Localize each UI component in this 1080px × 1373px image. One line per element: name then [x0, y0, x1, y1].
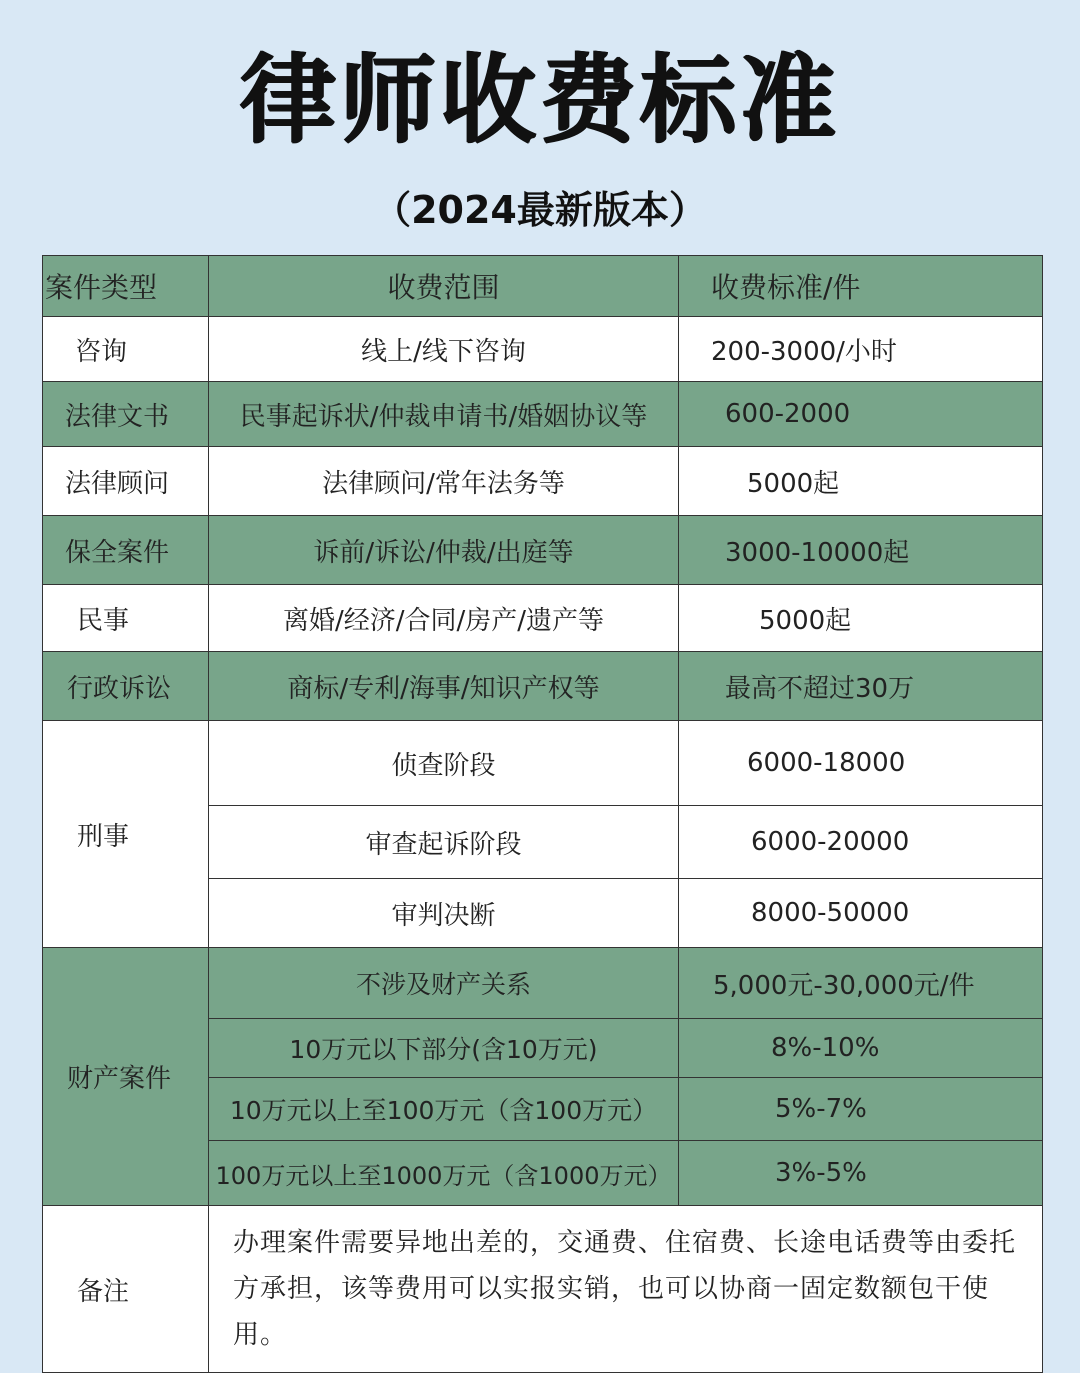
property-type: 财产案件 — [43, 948, 209, 1206]
table-row — [43, 516, 1043, 585]
criminal-stage-fee: 6000-18000 — [679, 721, 1043, 806]
note-row — [43, 1206, 1043, 1373]
row-scope: 商标/专利/海事/知识产权等 — [209, 652, 679, 721]
row-scope: 法律顾问/常年法务等 — [209, 447, 679, 516]
criminal-stage-scope: 审判决断 — [209, 879, 679, 948]
property-tier-fee: 5,000元-30,000元/件 — [679, 948, 1043, 1019]
row-fee: 5000起 — [679, 585, 1043, 652]
row-fee: 600-2000 — [679, 382, 1043, 447]
table-row — [43, 447, 1043, 516]
row-type: 保全案件 — [43, 516, 209, 585]
property-tier-fee: 3%-5% — [679, 1141, 1043, 1206]
page-title: 律师收费标准 — [240, 44, 840, 156]
criminal-row — [43, 721, 1043, 806]
row-fee: 最高不超过30万 — [679, 652, 1043, 721]
row-type: 咨询 — [43, 317, 209, 382]
row-type: 行政诉讼 — [43, 652, 209, 721]
criminal-stage-fee: 8000-50000 — [679, 879, 1043, 948]
property-tier-scope: 10万元以上至100万元（含100万元） — [209, 1078, 679, 1141]
property-tier-scope: 10万元以下部分(含10万元) — [209, 1019, 679, 1078]
row-scope: 线上/线下咨询 — [209, 317, 679, 382]
row-scope: 离婚/经济/合同/房产/遗产等 — [209, 585, 679, 652]
row-type: 法律顾问 — [43, 447, 209, 516]
row-type: 法律文书 — [43, 382, 209, 447]
row-fee: 200-3000/小时 — [679, 317, 1043, 382]
row-scope: 民事起诉状/仲裁申请书/婚姻协议等 — [209, 382, 679, 447]
criminal-stage-scope: 侦查阶段 — [209, 721, 679, 806]
fee-table — [42, 255, 1043, 1373]
table-header-row — [43, 256, 1043, 317]
property-tier-scope: 不涉及财产关系 — [209, 948, 679, 1019]
table-row — [43, 652, 1043, 721]
page-subtitle: （2024最新版本） — [373, 188, 707, 232]
row-scope: 诉前/诉讼/仲裁/出庭等 — [209, 516, 679, 585]
row-fee: 5000起 — [679, 447, 1043, 516]
note-text: 办理案件需要异地出差的，交通费、住宿费、长途电话费等由委托方承担，该等费用可以实报实销，也可以协商一固定数额包干使用。 — [209, 1206, 1043, 1373]
property-tier-scope: 100万元以上至1000万元（含1000万元） — [209, 1141, 679, 1206]
criminal-type: 刑事 — [43, 721, 209, 948]
table-row — [43, 317, 1043, 382]
criminal-stage-fee: 6000-20000 — [679, 806, 1043, 879]
header-fee-standard: 收费标准/件 — [679, 256, 1043, 317]
criminal-stage-scope: 审查起诉阶段 — [209, 806, 679, 879]
table-row — [43, 382, 1043, 447]
property-tier-fee: 8%-10% — [679, 1019, 1043, 1078]
property-row — [43, 948, 1043, 1019]
header-case-type: 案件类型 — [43, 256, 209, 317]
note-label: 备注 — [43, 1206, 209, 1373]
row-type: 民事 — [43, 585, 209, 652]
table-row — [43, 585, 1043, 652]
property-tier-fee: 5%-7% — [679, 1078, 1043, 1141]
header-fee-scope: 收费范围 — [209, 256, 679, 317]
row-fee: 3000-10000起 — [679, 516, 1043, 585]
